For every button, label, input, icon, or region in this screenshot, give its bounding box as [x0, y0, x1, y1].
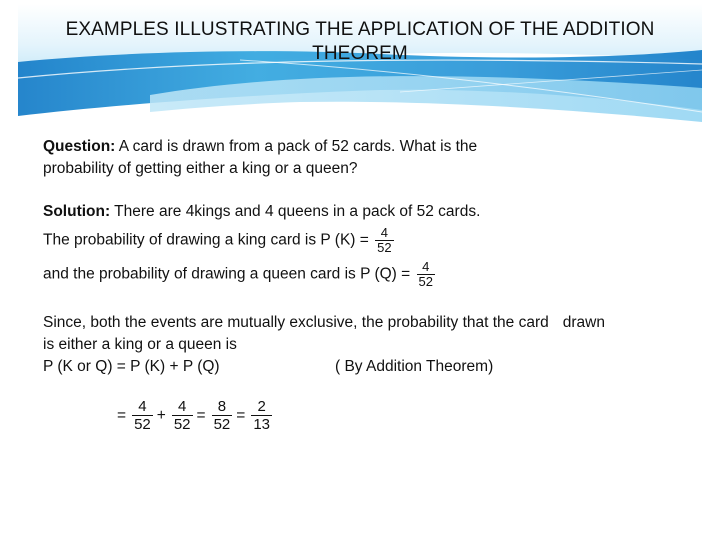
king-fraction-numerator: 4 [380, 225, 388, 240]
queen-fraction-denominator: 52 [418, 274, 433, 289]
calc-fraction-2-numerator: 4 [177, 398, 187, 415]
queen-probability-text: and the probability of drawing a queen card is P (Q) = [43, 265, 411, 283]
calc-fraction-4 [251, 398, 272, 433]
since-line2: is either a king or a queen is [43, 336, 237, 353]
equals-sign: = [196, 406, 206, 424]
calculation-equation [113, 398, 272, 433]
calc-fraction-3-numerator: 8 [217, 398, 227, 415]
calc-fraction-3-denominator: 52 [213, 416, 231, 433]
calc-fraction-4-denominator: 13 [253, 416, 270, 433]
question-text1: A card is drawn from a pack of 52 cards. What is the [115, 138, 478, 155]
calc-fraction-1-denominator: 52 [134, 416, 151, 433]
question-label: Question: [43, 138, 116, 155]
calc-fraction-2 [172, 398, 193, 433]
slide-title [20, 18, 700, 66]
question-line2: probability of getting either a king or a queen? [43, 160, 358, 177]
queen-fraction [417, 260, 435, 289]
queen-probability-line [43, 260, 435, 289]
calc-fraction-1-numerator: 4 [138, 398, 147, 415]
equals-sign: = [117, 406, 127, 424]
addition-formula: P (K or Q) = P (K) + P (Q) [43, 358, 220, 375]
since-text-a: Since, both the events are mutually exclusive, the probability that the card [43, 314, 549, 331]
equals-sign: = [236, 406, 246, 424]
king-fraction-denominator: 52 [377, 240, 392, 255]
addition-theorem-note: ( By Addition Theorem) [335, 358, 494, 375]
king-probability-line [43, 226, 394, 255]
calc-fraction-4-numerator: 2 [257, 398, 266, 415]
question-line1 [43, 137, 477, 157]
since-line1 [43, 313, 605, 333]
calc-fraction-3 [212, 398, 233, 433]
solution-label: Solution: [43, 203, 111, 220]
slide-title-line2: THEOREM [312, 43, 408, 64]
calc-fraction-2-denominator: 52 [173, 416, 191, 433]
solution-text1: There are 4kings and 4 queens in a pack of 52 cards. [110, 203, 481, 220]
solution-line1 [43, 202, 480, 222]
since-text-b: drawn [562, 314, 605, 331]
slide-title-line1: EXAMPLES ILLUSTRATING THE APPLICATION OF THE ADDITION [65, 19, 655, 40]
plus-sign: + [156, 406, 166, 424]
queen-fraction-numerator: 4 [422, 259, 430, 274]
calc-fraction-1 [132, 398, 153, 433]
king-fraction [375, 226, 393, 255]
king-probability-text: The probability of drawing a king card is P (K) = [43, 231, 369, 249]
